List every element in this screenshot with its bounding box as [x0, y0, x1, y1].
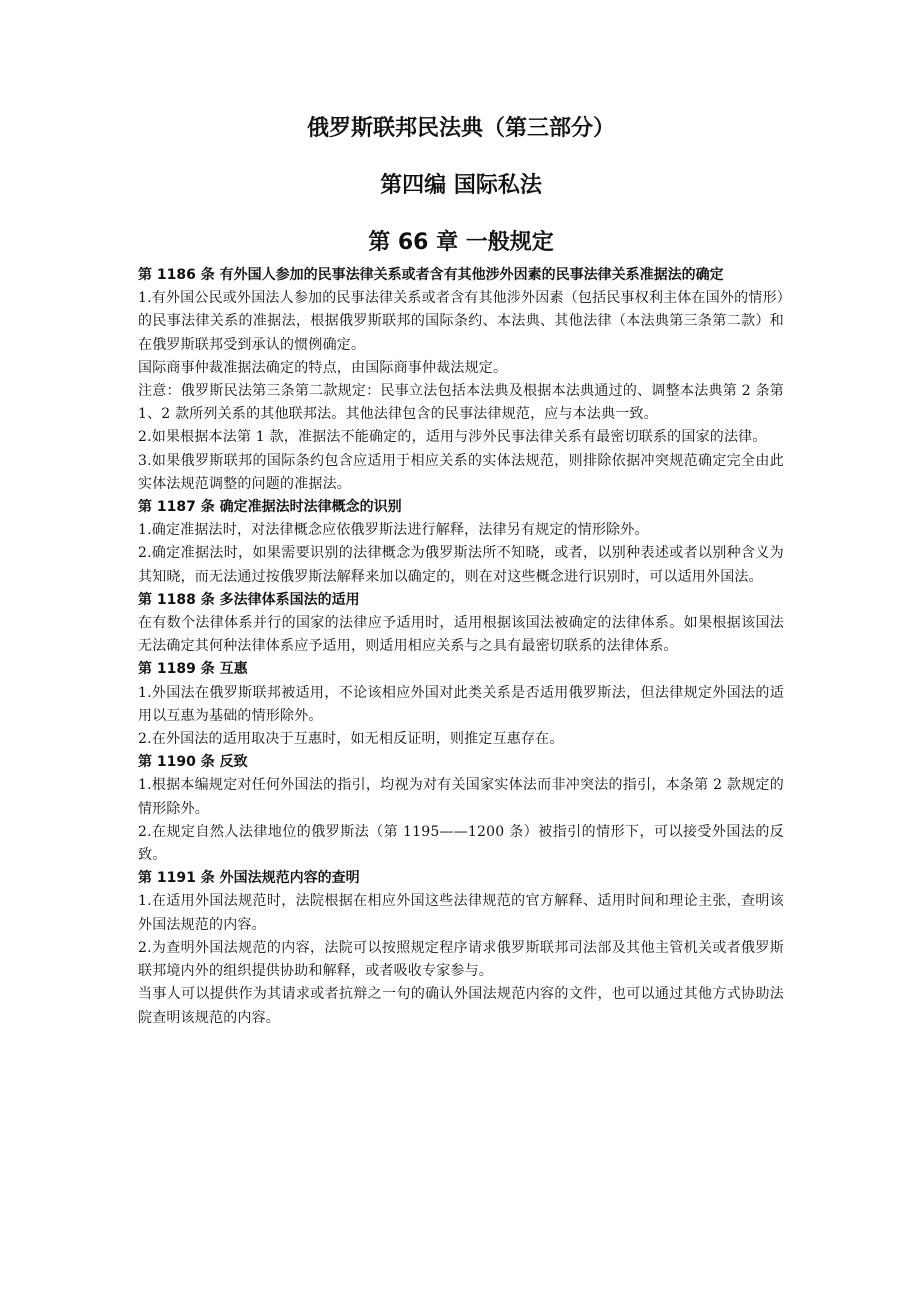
article-heading: 第 1189 条 互惠	[138, 661, 248, 678]
article-paragraph: 3.如果俄罗斯联邦的国际条约包含应适用于相应关系的实体法规范，则排除依据冲突规范确定完全由此实体法规范调整的问题的准据法。	[138, 452, 784, 492]
article-paragraph: 2.为查明外国法规范的内容，法院可以按照规定程序请求俄罗斯联邦司法部及其他主管机关或者俄罗斯联邦境内外的组织提供协助和解释，或者吸收专家参与。	[138, 939, 784, 980]
document-body	[138, 112, 784, 1030]
article-1191	[138, 867, 784, 1029]
article-paragraph: 1.确定准据法时，对法律概念应依俄罗斯法进行解释，法律另有规定的情形除外。	[138, 522, 649, 539]
article-paragraph: 1.有外国公民或外国法人参加的民事法律关系或者含有其他涉外因素（包括民事权利主体在国外的情形）的民事法律关系的准据法，根据俄罗斯联邦的国际条约、本法典、其他法律（本法典第三条第二款）和在俄罗斯联邦受到承认的惯例确定。	[138, 290, 784, 353]
article-paragraph: 1.根据本编规定对任何外国法的指引，均视为对有关国家实体法而非冲突法的指引，本条第 2 款规定的情形除外。	[138, 777, 784, 817]
article-paragraph: 2.在外国法的适用取决于互惠时，如无相反证明，则推定互惠存在。	[138, 731, 564, 748]
article-paragraph: 当事人可以提供作为其请求或者抗辩之一句的确认外国法规范内容的文件，也可以通过其他方式协助法院查明该规范的内容。	[138, 986, 784, 1026]
article-1190	[138, 751, 784, 867]
article-paragraph: 2.如果根据本法第 1 款，准据法不能确定的，适用与涉外民事法律关系有最密切联系的国家的法律。	[138, 429, 767, 446]
article-heading: 第 1186 条 有外国人参加的民事法律关系或者含有其他涉外因素的民事法律关系准据法的确定	[138, 267, 724, 283]
part-title: 第四编 国际私法	[380, 173, 542, 198]
article-note: 注意：俄罗斯民法第三条第二款规定：民事立法包括本法典及根据本法典通过的、调整本法典第 2 条第 1、2 款所列关系的其他联邦法。其他法律包含的民事法律规范，应与本法典一致。	[138, 383, 784, 423]
article-heading: 第 1188 条 多法律体系国法的适用	[138, 591, 360, 608]
article-paragraph: 2.确定准据法时，如果需要识别的法律概念为俄罗斯法所不知晓，或者，以别种表述或者以别种含义为其知晓，而无法通过按俄罗斯法解释来加以确定的，则在对这些概念进行识别时，可以适用外国法。	[138, 545, 784, 585]
article-paragraph: 2.在规定自然人法律地位的俄罗斯法（第 1195——1200 条）被指引的情形下，可以接受外国法的反致。	[138, 823, 784, 864]
article-1189	[138, 658, 784, 751]
article-heading: 第 1190 条 反致	[138, 754, 248, 771]
article-heading: 第 1191 条 外国法规范内容的查明	[138, 870, 360, 887]
article-paragraph: 在有数个法律体系并行的国家的法律应予适用时，适用根据该国法被确定的法律体系。如果根据该国法无法确定其何种法律体系应予适用，则适用相应关系与之具有最密切联系的法律体系。	[138, 615, 784, 655]
document-title: 俄罗斯联邦民法典（第三部分）	[306, 116, 615, 141]
article-paragraph: 1.外国法在俄罗斯联邦被适用，不论该相应外国对此类关系是否适用俄罗斯法，但法律规定外国法的适用以互惠为基础的情形除外。	[138, 684, 784, 724]
article-heading: 第 1187 条 确定准据法时法律概念的识别	[138, 499, 402, 516]
article-1187	[138, 496, 784, 589]
article-1188	[138, 589, 784, 659]
article-paragraph: 国际商事仲裁准据法确定的特点，由国际商事仲裁法规定。	[138, 359, 508, 376]
article-1186	[138, 264, 784, 496]
chapter-title: 第 66 章 一般规定	[368, 230, 554, 255]
article-paragraph: 1.在适用外国法规范时，法院根据在相应外国这些法律规范的官方解释、适用时间和理论主张，查明该外国法规范的内容。	[138, 893, 784, 933]
